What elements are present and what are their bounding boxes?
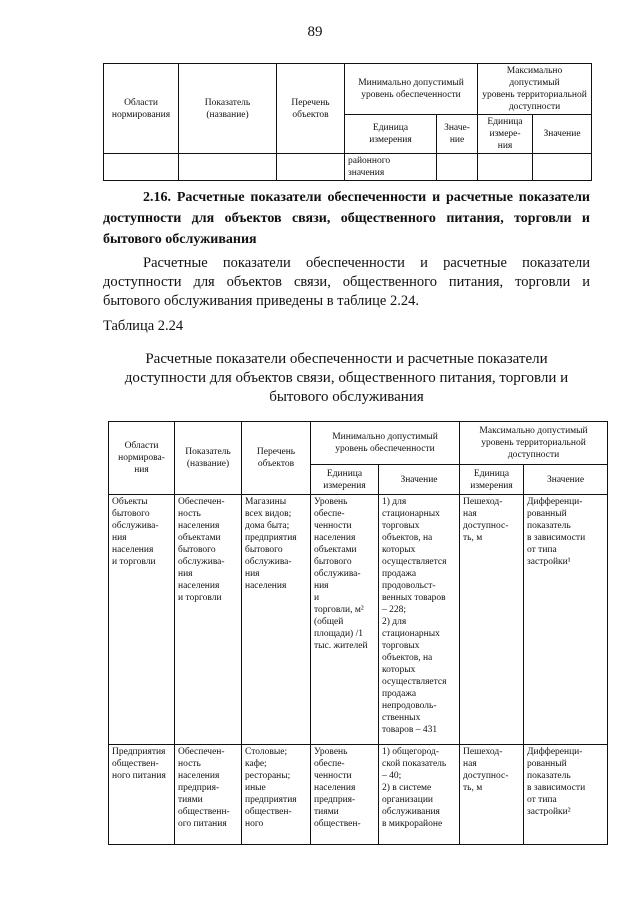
cell-min-unit: Уровень обеспе- ченности населения объектами бытового обслужива- ния и торговли, м² (общей площади) /1 тыс. жителей — [311, 495, 379, 745]
header-indicator: Показатель (название) — [179, 64, 277, 154]
cell-area: Предприятия обществен- ного питания — [109, 745, 175, 845]
page-number: 89 — [307, 24, 323, 40]
cell-max-value: Дифференци- рованный показатель в зависимости от типа застройки¹ — [524, 495, 608, 745]
header-indicator: Показатель (название) — [175, 422, 242, 495]
table-cell — [478, 154, 533, 181]
table-cell — [104, 154, 179, 181]
body-paragraph: Расчетные показатели обеспеченности и расчетные показатели доступности для объектов связи, общественного питания, торговли и бытового обслуживания приведены в таблице 2.24. — [103, 255, 590, 309]
table-label: Таблица 2.24 — [103, 318, 184, 334]
header-max-level: Максимально допустимый уровень территориальной доступности — [460, 422, 608, 465]
header-min-level: Минимально допустимый уровень обеспеченности — [345, 64, 478, 115]
header-max-value: Значение — [533, 115, 592, 154]
cell-max-value: Дифференци- рованный показатель в зависимости от типа застройки² — [524, 745, 608, 845]
header-min-unit: Единица измерения — [345, 115, 437, 154]
header-area: Области нормирова- ния — [109, 422, 175, 495]
header-min-unit: Единица измерения — [311, 465, 379, 495]
header-max-unit: Единица измере- ния — [478, 115, 533, 154]
cell-indicator: Обеспечен- ность населения объектами бытового обслужива- ния населения и торговли — [175, 495, 242, 745]
cell-max-unit: Пешеход- ная доступнос- ть, м — [460, 745, 524, 845]
header-max-level: Максимально допустимый уровень территориальной доступности — [478, 64, 592, 115]
cell-max-unit: Пешеход- ная доступнос- ть, м — [460, 495, 524, 745]
cell-indicator: Обеспечен- ность населения предприя- тиями общественн- ого питания — [175, 745, 242, 845]
table-caption: Расчетные показатели обеспеченности и расчетные показатели доступности для объектов связи, общественного питания, торговли и бытового обслуживания — [124, 351, 569, 405]
table-cell — [437, 154, 478, 181]
cell-area: Объекты бытового обслужива- ния населения и торговли — [109, 495, 175, 745]
cell-min-value: 1) для стационарных торговых объектов, на которых осуществляется продажа продовольст- венных товаров – 228; 2) для стационарных торговых объектов, на которых осуществляется продажа непродоволь- ственных товаров – 431 — [379, 495, 460, 745]
header-object-list: Перечень объектов — [277, 64, 345, 154]
header-max-unit: Единица измерения — [460, 465, 524, 495]
cell-min-value: 1) общегород- ской показатель – 40; 2) в системе организации обслуживания в микрорайоне — [379, 745, 460, 845]
continued-table — [103, 63, 592, 181]
table-cell — [533, 154, 592, 181]
header-area: Области нормирования — [104, 64, 179, 154]
cell-min-unit: Уровень обеспе- ченности населения предприя- тиями обществен- — [311, 745, 379, 845]
header-object-list: Перечень объектов — [242, 422, 311, 495]
table-cell — [277, 154, 345, 181]
section-heading: 2.16. Расчетные показатели обеспеченности и расчетные показатели доступности для объектов связи, общественного питания, торговли и бытового обслуживания — [103, 190, 590, 247]
header-min-value: Значе- ние — [437, 115, 478, 154]
table-row — [109, 745, 608, 845]
table-cell — [179, 154, 277, 181]
cell-object-list: Магазины всех видов; дома быта; предприятия бытового обслужива- ния населения — [242, 495, 311, 745]
header-max-value: Значение — [524, 465, 608, 495]
table-cell-min-unit: районного значения — [345, 154, 437, 181]
cell-object-list: Столовые; кафе; рестораны; иные предприятия обществен- ного — [242, 745, 311, 845]
header-min-level: Минимально допустимый уровень обеспеченности — [311, 422, 460, 465]
header-min-value: Значение — [379, 465, 460, 495]
table-row — [109, 495, 608, 745]
table-2-24 — [108, 421, 608, 845]
